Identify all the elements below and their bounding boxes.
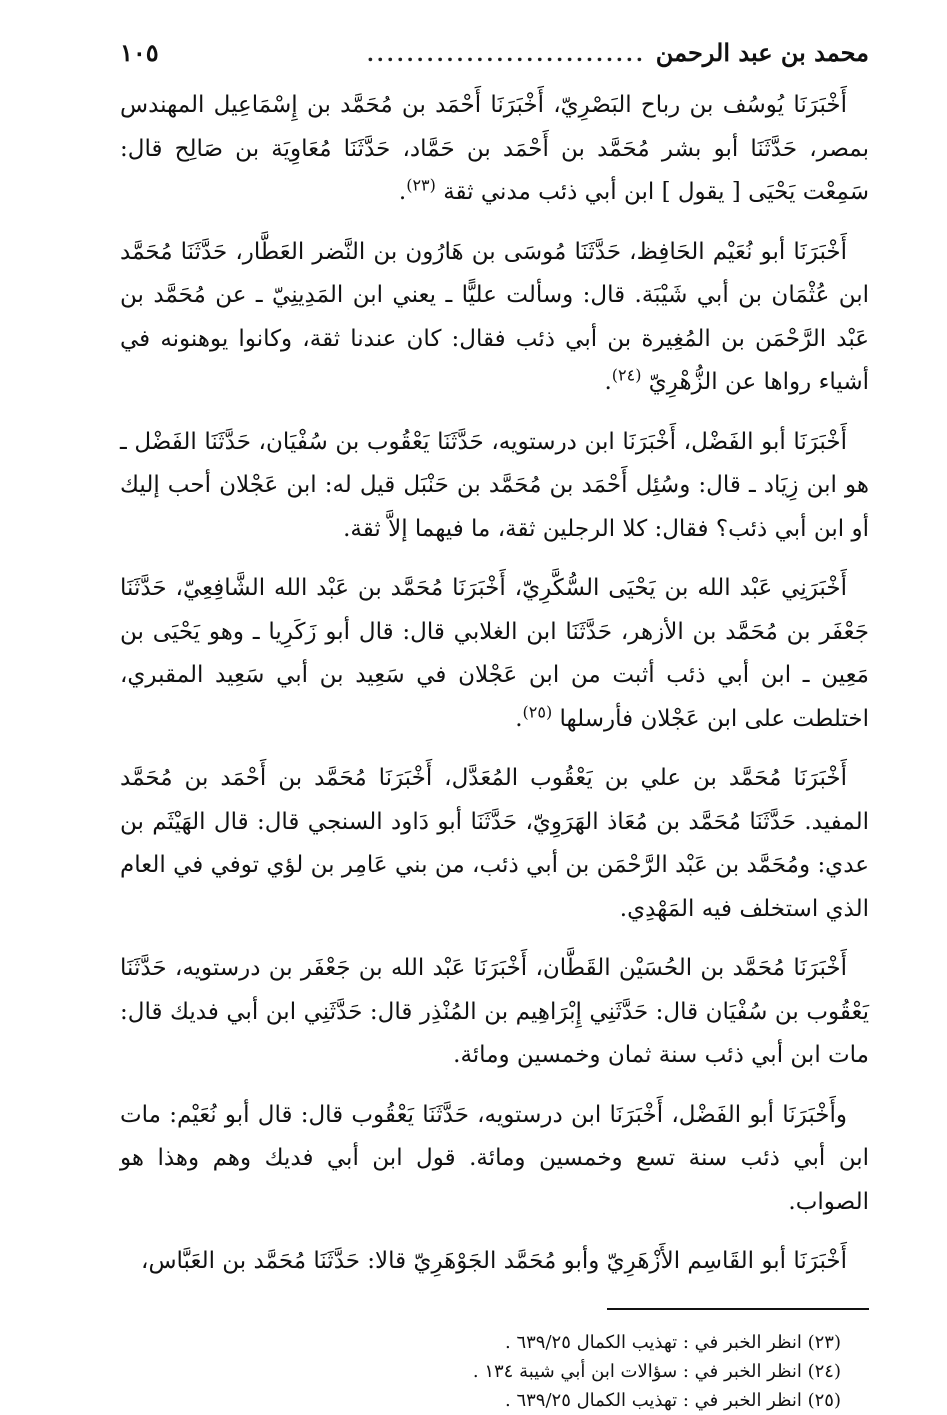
footnote-separator [607, 1308, 869, 1310]
footnote: (٢٤) انظر الخبر في : سؤالات ابن أبي شيبة ١٣٤ . [472, 1360, 841, 1382]
header-leader-dots: ............................ [366, 42, 646, 66]
footnote: (٢٥) انظر الخبر في : تهذيب الكمال ٦٣٩/٢٥ . [505, 1389, 841, 1411]
page-number: ١٠٥ [120, 38, 159, 67]
footnote: (٢٣) انظر الخبر في : تهذيب الكمال ٦٣٩/٢٥ . [505, 1331, 841, 1353]
paragraph: وأَخْبَرَنَا أبو الفَضْل، أَخْبَرَنَا ابن درستويه، حَدَّثَنَا يَعْقُوب قال: قال أبو نُعَيْم: مات ابن أبي ذئب سنة تسع وخمسين ومائة. قول ابن أبي فديك وهم وهذا هو الصواب. [120, 1101, 869, 1215]
paragraph: أَخْبَرَنَا أبو نُعَيْم الحَافِظ، حَدَّثَنَا مُوسَى بن هَارُون بن النَّضر العَطَّار، حَدَّثَنَا مُحَمَّد ابن عُثْمَان بن أبي شَيْبَة. قال: وسألت عليًّا ـ يعني ابن المَدِينِيّ ـ عن مُحَمَّد بن عَبْد الرَّحْمَن بن المُغِيرة بن أبي ذئب فقال: كان عندنا ثقة، وكانوا يوهنونه في أشياء رواها عن الزُّهْرِيّ $^{(٢٤)}$. [120, 238, 869, 395]
paragraph: أَخْبَرَنَا مُحَمَّد بن الحُسَيْن القَطَّان، أَخْبَرَنَا عَبْد الله بن جَعْفَر بن درستويه، حَدَّثَنَا يَعْقُوب بن سُفْيَان قال: حَدَّثَنِي إِبْرَاهِيم بن المُنْذِر قال: حَدَّثَنِي ابن أبي فديك قال: مات ابن أبي ذئب سنة ثمان وخمسين ومائة. [120, 955, 869, 1068]
footnote-ref: (٢٥) [522, 701, 553, 721]
footnotes [120, 1328, 869, 1415]
paragraph: أَخْبَرَنِي عَبْد الله بن يَحْيَى السُّكَّرِيّ، أَخْبَرَنَا مُحَمَّد بن عَبْد الله الشَّافِعِيّ، حَدَّثَنَا جَعْفَر بن مُحَمَّد بن الأزهر، حَدَّثَنَا ابن الغلابي قال: قال أبو زَكَرِيا ـ وهو يَحْيَى بن مَعِين ـ ابن أبي ذئب أثبت من ابن عَجْلان في سَعِيد بن أبي سَعِيد المقبري، اختلطت على ابن عَجْلان فأرسلها $^{(٢٥)}$. [120, 575, 869, 732]
paragraph: أَخْبَرَنَا مُحَمَّد بن علي بن يَعْقُوب المُعَدَّل، أَخْبَرَنَا مُحَمَّد بن أَحْمَد بن مُحَمَّد المفيد. حَدَّثَنَا مُحَمَّد بن مُعَاذ الهَرَوِيّ، حَدَّثَنَا أبو دَاود السنجي قال: قال الهَيْثَم بن عدي: ومُحَمَّد بن عَبْد الرَّحْمَن بن أبي ذئب، من بني عَامِر بن لؤي توفي في العام الذي استخلف فيه المَهْدِي. [120, 765, 869, 922]
footnote-ref: (٢٤) [611, 365, 642, 385]
running-header [120, 38, 869, 84]
paragraph: أَخْبَرَنَا أبو القَاسِم الأَزْهَرِيّ وأبو مُحَمَّد الجَوْهَرِيّ قالا: حَدَّثَنَا مُحَمَّد بن العَبَّاس، [141, 1248, 847, 1274]
main-text [120, 84, 869, 1284]
header-title: محمد بن عبد الرحمن [655, 38, 869, 67]
paragraph: أَخْبَرَنَا يُوسُف بن رباح البَصْرِيّ، أَخْبَرَنَا أَحْمَد بن مُحَمَّد بن إِسْمَاعِيل المهندس بمصر، حَدَّثَنَا أبو بشر مُحَمَّد بن أَحْمَد بن حَمَّاد، حَدَّثَنَا مُعَاوِيَة بن صَالِح قال: سَمِعْت يَحْيَى [ يقول ] ابن أبي ذئب مدني ثقة $^{(٢٣)}$. [120, 92, 869, 205]
paragraph: أَخْبَرَنَا أبو الفَضْل، أَخْبَرَنَا ابن درستويه، حَدَّثَنَا يَعْقُوب بن سُفْيَان، حَدَّثَنَا الفَضْل ـ هو ابن زِيَاد ـ قال: وسُئِل أَحْمَد بن مُحَمَّد بن حَنْبَل قيل له: ابن عَجْلان أحب إليك أو ابن أبي ذئب؟ فقال: كلا الرجلين ثقة، ما فيهما إلاَّ ثقة. [120, 428, 869, 542]
footnote-ref: (٢٣) [406, 175, 436, 195]
